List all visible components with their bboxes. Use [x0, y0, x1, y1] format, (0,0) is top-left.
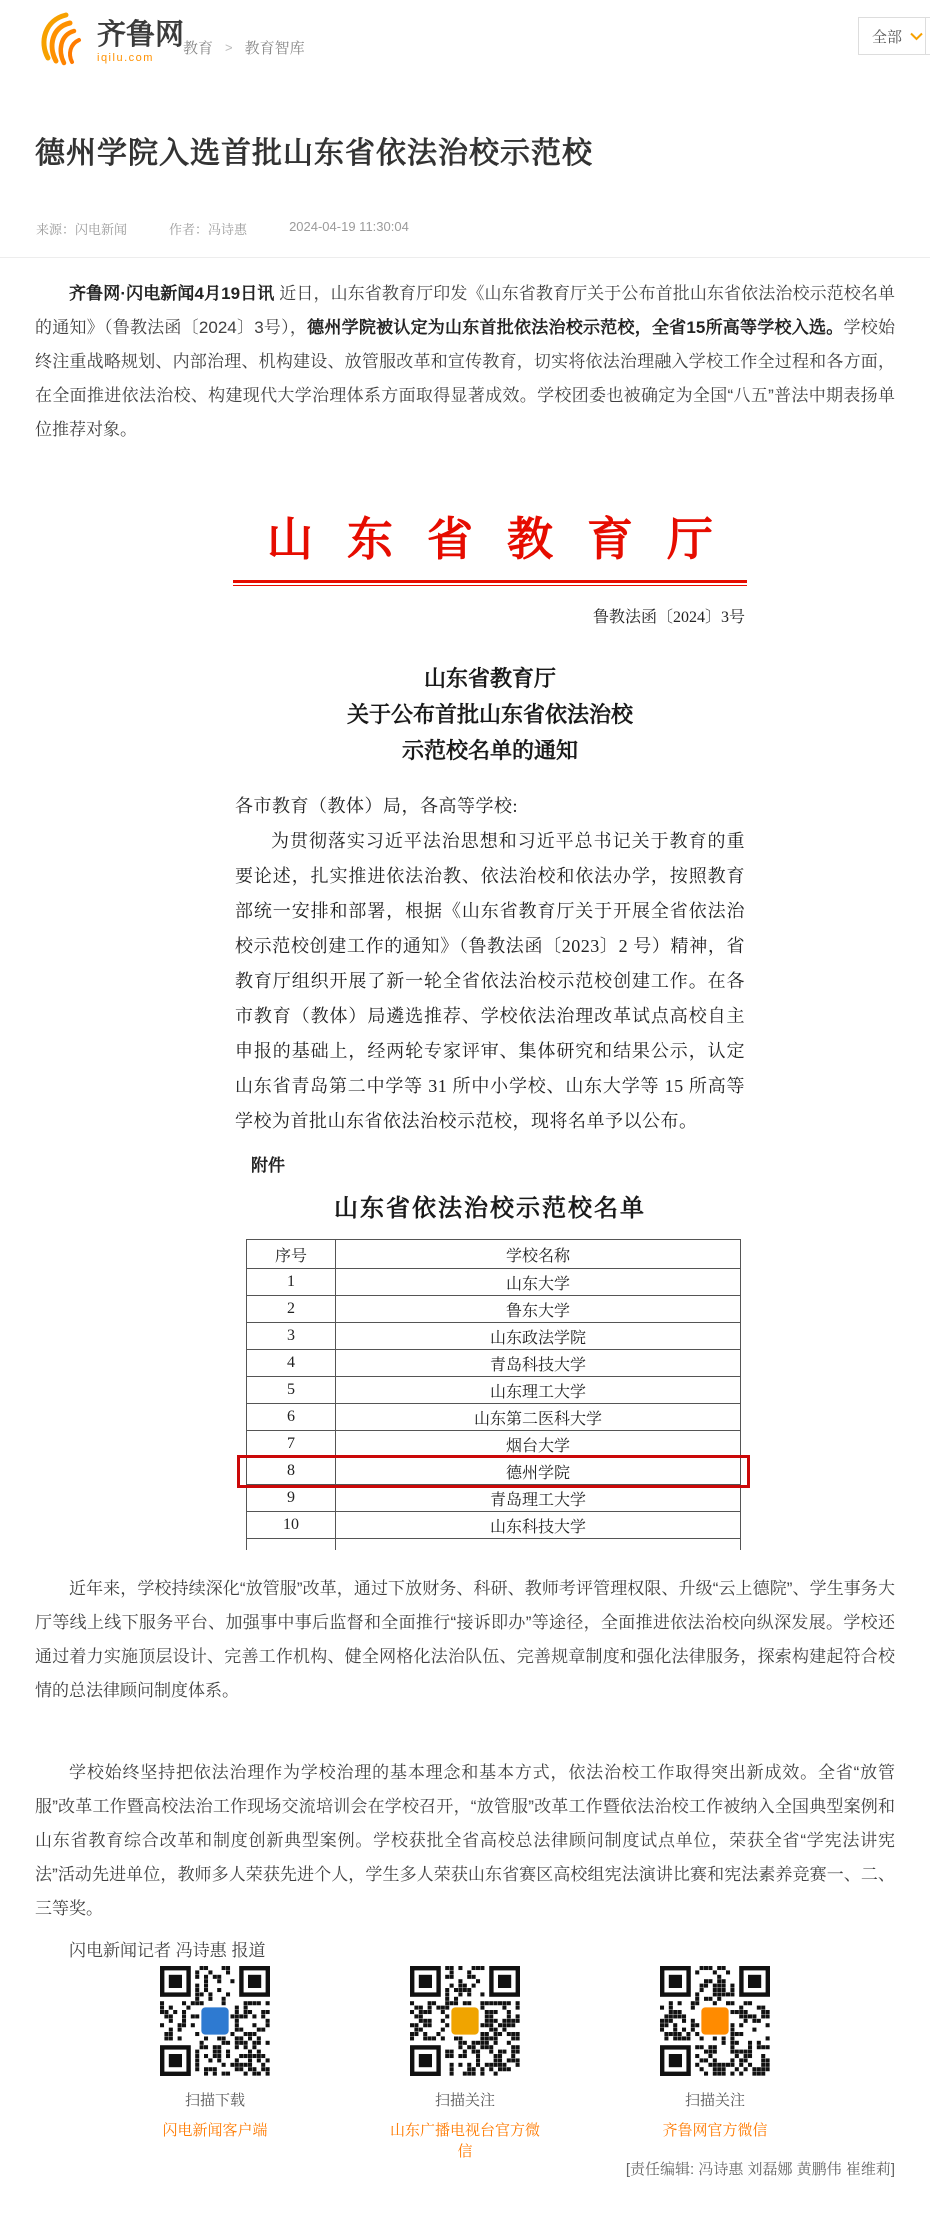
table-row: 8 德州学院 [247, 1458, 741, 1485]
table-row: 10 山东科技大学 [247, 1512, 741, 1539]
page-title: 德州学院入选首批山东省依法治校示范校 [35, 137, 593, 170]
table-row: 1 山东大学 [247, 1269, 741, 1296]
meta-author: 作者：冯诗惠 [169, 222, 248, 237]
table-row: 2 鲁东大学 [247, 1296, 741, 1323]
doc-number: 鲁教法函〔2024〕3号 [592, 609, 745, 626]
article-paragraph-3: 学校始终坚持把依法治理作为学校治理的基本理念和基本方式，依法治校工作取得突出新成效。全省“放管服”改革工作暨高校法治工作现场交流培训会在学校召开，“放管服”改革工作暨依法治校工作被纳入全国典型案例和山东省教育综合改革和制度创新典型案例。学校获批全省高校总法律顾问制度试点单位，荣获全省“学宪法讲宪法”活动先进单位，教师多人荣获先进个人，学生多人荣获山东省赛区高校组宪法演讲比赛和宪法素养竞赛一、二、三等奖。 [35, 1763, 895, 1918]
qr-section [0, 1966, 930, 2161]
logo-subtitle: iqilu.com [97, 51, 154, 64]
chevron-down-icon [910, 28, 923, 45]
school-table-body [247, 1269, 741, 1539]
article-paragraph-2: 近年来，学校持续深化“放管服”改革，通过下放财务、科研、教师考评管理权限、升级“云上德院”、学生事务大厅等线上线下服务平台、加强事中事后监督和全面推行“接诉即办”等途径，全面推进依法治校向纵深发展。学校还通过着力实施顶层设计、完善工作机构、健全网格化法治队伍、完善规章制度和强化法律服务，探索构建起符合校情的总法律顾问制度体系。 [35, 1579, 895, 1700]
qr-item [640, 1966, 790, 2161]
qr-action-label: 扫描下载 [184, 2092, 245, 2109]
official-document-image [129, 488, 801, 1568]
table-partial-row [246, 1539, 741, 1550]
doc-salutation: 各市教育（教体）局，各高等学校: [235, 796, 518, 816]
school-table [246, 1239, 741, 1539]
meta-source: 来源：闪电新闻 [36, 222, 128, 237]
qr-center-logo [701, 2007, 728, 2034]
site-header [0, 0, 930, 74]
table-row: 5 山东理工大学 [247, 1377, 741, 1404]
qr-action-label: 扫描关注 [434, 2092, 495, 2109]
qr-target-label: 山东广播电视台官方微信 [390, 2122, 541, 2160]
doc-letterhead: 山东省教育厅 [267, 514, 747, 565]
qr-item [140, 1966, 290, 2161]
meta-divider [0, 257, 930, 258]
attachment-label: 附件 [251, 1156, 285, 1175]
iqilu-flame-icon [36, 8, 92, 75]
breadcrumb [183, 37, 305, 58]
paragraph1-bold-lead: 齐鲁网·闪电新闻4月19日讯 [69, 284, 280, 303]
qr-target-label: 闪电新闻客户端 [162, 2122, 268, 2139]
footer-editors: [责任编辑: 冯诗惠 刘磊娜 黄鹏伟 崔维莉] [625, 2161, 895, 2178]
qr-center-logo [451, 2007, 478, 2034]
table-row: 3 山东政法学院 [247, 1323, 741, 1350]
article-paragraph-1: 齐鲁网·闪电新闻4月19日讯 近日，山东省教育厅印发《山东省教育厅关于公布首批山东省依法治校示范校名单的通知》（鲁教法函〔2024〕3号），德州学院被认定为山东首批依法治校示范校，全省15所高等学校入选。学校始终注重战略规划、内部治理、机构建设、放管服改革和宣传教育，切实将依法治理融入学校工作全过程和各方面，在全面推进依法治校、构建现代大学治理体系方面取得显著成效。学校团委也被确定为全国“八五”普法中期表扬单位推荐对象。 [35, 284, 895, 439]
breadcrumb-separator-icon: > [225, 40, 233, 55]
site-logo[interactable] [36, 8, 184, 75]
breadcrumb-section[interactable]: 教育 [183, 40, 214, 57]
table-header-no: 序号 [247, 1240, 336, 1269]
doc-title: 山东省教育厅 关于公布首批山东省依法治校 示范校名单的通知 [346, 666, 633, 763]
table-row: 7 烟台大学 [247, 1431, 741, 1458]
qr-center-logo [201, 2007, 228, 2034]
table-header-row [247, 1240, 741, 1269]
doc-table-title: 山东省依法治校示范校名单 [334, 1196, 646, 1222]
qr-code-image [160, 1966, 270, 2076]
qr-target-label: 齐鲁网官方微信 [662, 2122, 768, 2139]
qr-code-image [410, 1966, 520, 2076]
search-input[interactable] [925, 17, 930, 55]
school-table-wrap [246, 1239, 741, 1550]
doc-body [235, 789, 745, 1139]
paragraph1-bold-key: 德州学院被认定为山东首批依法治校示范校，全省15所高等学校入选。 [307, 318, 844, 337]
search-filter-label: 全部 [872, 28, 903, 46]
logo-title: 齐鲁网 [97, 18, 185, 51]
table-row: 6 山东第二医科大学 [247, 1404, 741, 1431]
table-row: 9 青岛理工大学 [247, 1485, 741, 1512]
search-filter-dropdown[interactable] [858, 17, 926, 55]
qr-action-label: 扫描关注 [684, 2092, 745, 2109]
table-row: 4 青岛科技大学 [247, 1350, 741, 1377]
qr-code-image [660, 1966, 770, 2076]
meta-datetime: 2024-04-19 11:30:04 [289, 219, 409, 234]
reporter-line: 闪电新闻记者 冯诗惠 报道 [69, 1941, 266, 1960]
breadcrumb-current[interactable]: 教育智库 [244, 40, 305, 57]
table-header-name: 学校名称 [336, 1240, 741, 1269]
doc-paragraph: 为贯彻落实习近平法治思想和习近平总书记关于教育的重要论述，扎实推进依法治教、依法治校和依法办学，按照教育部统一安排和部署，根据《山东省教育厅关于开展全省依法治校示范校创建工作的通知》（鲁教法函〔2023〕2 号）精神，省教育厅组织开展了新一轮全省依法治校示范校创建工作。在各市教育（教体）局遴选推荐、学校依法治理改革试点高校自主申报的基础上，经两轮专家评审、集体研究和结果公示，认定山东省青岛第二中学等 31 所中小学校、山东大学等 15 所高等学校为首批山东省依法治校示范校，现将名单予以公布。 [235, 831, 745, 1131]
doc-red-separator [233, 580, 747, 586]
qr-item [390, 1966, 540, 2161]
article-meta [36, 219, 409, 238]
